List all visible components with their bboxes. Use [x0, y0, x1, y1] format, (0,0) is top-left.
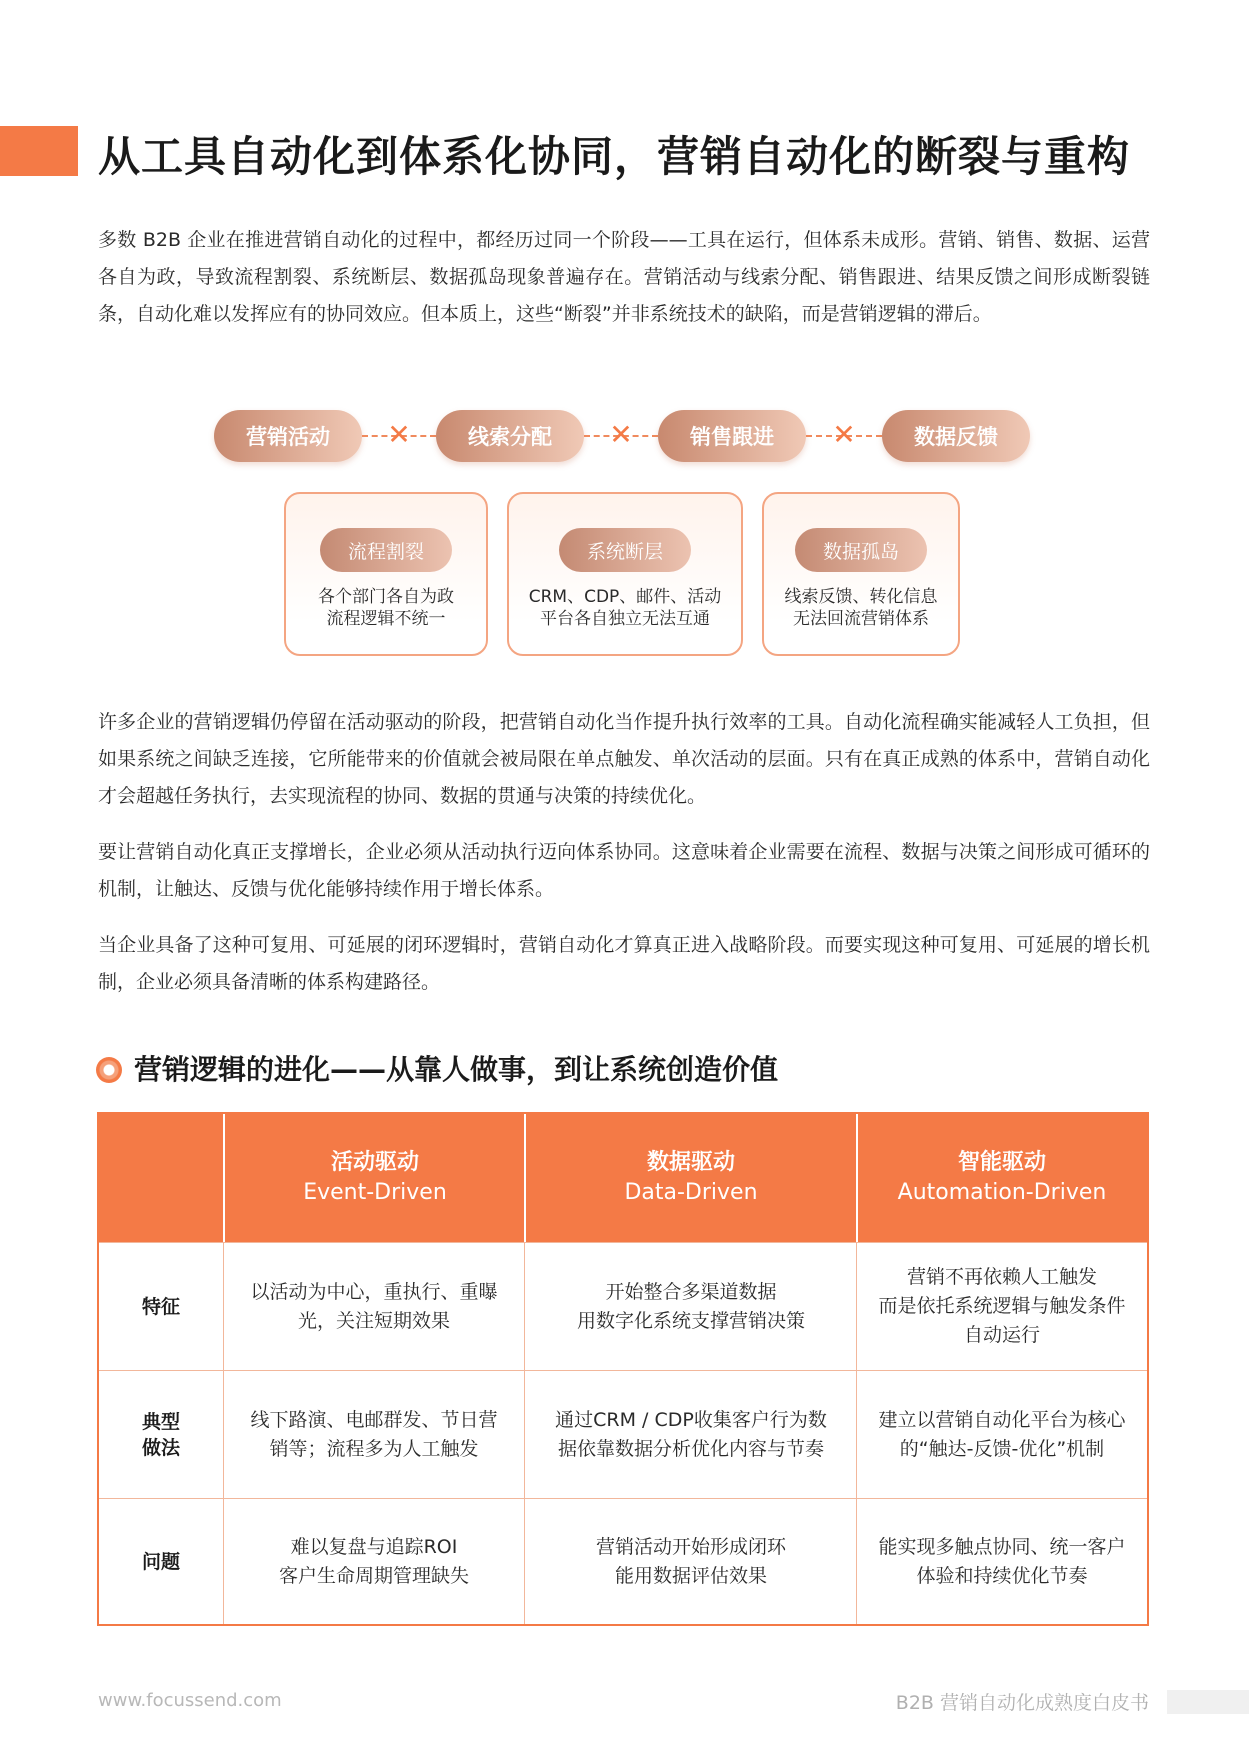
table-header-row [99, 1114, 1147, 1242]
column-header: 智能驱动 Automation-Driven [897, 1150, 1107, 1205]
issue-label: 流程割裂 [320, 528, 452, 572]
page-title: 从工具自动化到体系化协同，营销自动化的断裂与重构 [98, 132, 1131, 181]
flow-step-marketing: 营销活动 [214, 410, 362, 462]
row-label: 典型 做法 [141, 1410, 180, 1459]
table-cell: 营销活动开始形成闭环 能用数据评估效果 [595, 1535, 786, 1587]
intro-paragraph: 多数 B2B 企业在推进营销自动化的过程中，都经历过同一个阶段——工具在运行，但体系未成形。营销、销售、数据、运营各自为政，导致流程割裂、系统断层、数据孤岛现象普遍存在。营销活动与线索分配、销售跟进、结果反馈之间形成断裂链条，自动化难以发挥应有的协同效应。但本质上，这些“断裂”并非系统技术的缺陷，而是营销逻辑的滞后。 [98, 229, 1150, 325]
break-icon: ✕ [832, 418, 856, 451]
issue-description: 各个部门各自为政 流程逻辑不统一 [318, 587, 454, 629]
table-row [99, 1370, 1147, 1498]
row-label: 问题 [141, 1550, 180, 1573]
title-accent-bar [0, 126, 78, 176]
table-cell: 建立以营销自动化平台为核心 的“触达-反馈-优化”机制 [878, 1408, 1126, 1460]
flow-step-feedback: 数据反馈 [882, 410, 1030, 462]
row-label: 特征 [141, 1295, 180, 1318]
issue-description: CRM、CDP、邮件、活动 平台各自独立无法互通 [528, 587, 722, 629]
body-paragraph: 许多企业的营销逻辑仍停留在活动驱动的阶段，把营销自动化当作提升执行效率的工具。自动化流程确实能减轻人工负担，但如果系统之间缺乏连接，它所能带来的价值就会被局限在单点触发、单次活动的层面。只有在真正成熟的体系中，营销自动化才会超越任务执行，去实现流程的协同、数据的贯通与决策的持续优化。 [98, 711, 1150, 807]
flow-step-sales: 销售跟进 [658, 410, 806, 462]
table-row [99, 1498, 1147, 1624]
table-cell: 以活动为中心，重执行、重曝 光，关注短期效果 [250, 1280, 498, 1332]
footer-decor-bar [1167, 1690, 1249, 1714]
section-bullet-icon [96, 1057, 122, 1083]
footer-doc-title: B2B 营销自动化成熟度白皮书 [895, 1692, 1149, 1714]
column-header: 数据驱动 Data-Driven [624, 1150, 758, 1205]
issue-label: 系统断层 [559, 528, 691, 572]
section-title: 营销逻辑的进化——从靠人做事，到让系统创造价值 [134, 1053, 779, 1086]
issue-card [762, 492, 960, 656]
flow-step-lead: 线索分配 [436, 410, 584, 462]
table-cell: 能实现多触点协同、统一客户 体验和持续优化节奏 [878, 1535, 1126, 1587]
table-cell: 线下路演、电邮群发、节日营 销等；流程多为人工触发 [250, 1408, 498, 1460]
column-header: 活动驱动 Event-Driven [303, 1150, 447, 1205]
footer-url: www.focussend.com [98, 1690, 282, 1711]
table-row [99, 1242, 1147, 1370]
table-cell: 营销不再依赖人工触发 而是依托系统逻辑与触发条件 自动运行 [878, 1266, 1126, 1346]
table-cell: 通过CRM / CDP收集客户行为数 据依靠数据分析优化内容与节奏 [555, 1408, 827, 1460]
break-icon: ✕ [387, 418, 411, 451]
body-paragraph: 要让营销自动化真正支撑增长，企业必须从活动执行迈向体系协同。这意味着企业需要在流程、数据与决策之间形成可循环的机制，让触达、反馈与优化能够持续作用于增长体系。 [98, 841, 1150, 900]
table-cell: 开始整合多渠道数据 用数字化系统支撑营销决策 [576, 1280, 805, 1332]
issue-card [507, 492, 743, 656]
evolution-table [97, 1112, 1149, 1626]
body-paragraph: 当企业具备了这种可复用、可延展的闭环逻辑时，营销自动化才算真正进入战略阶段。而要实现这种可复用、可延展的增长机制，企业必须具备清晰的体系构建路径。 [98, 934, 1150, 993]
break-icon: ✕ [609, 418, 633, 451]
issue-label: 数据孤岛 [795, 528, 927, 572]
table-cell: 难以复盘与追踪ROI 客户生命周期管理缺失 [278, 1535, 469, 1587]
issue-description: 线索反馈、转化信息 无法回流营销体系 [784, 587, 938, 629]
flow-diagram [214, 410, 1030, 462]
issue-card [284, 492, 488, 656]
